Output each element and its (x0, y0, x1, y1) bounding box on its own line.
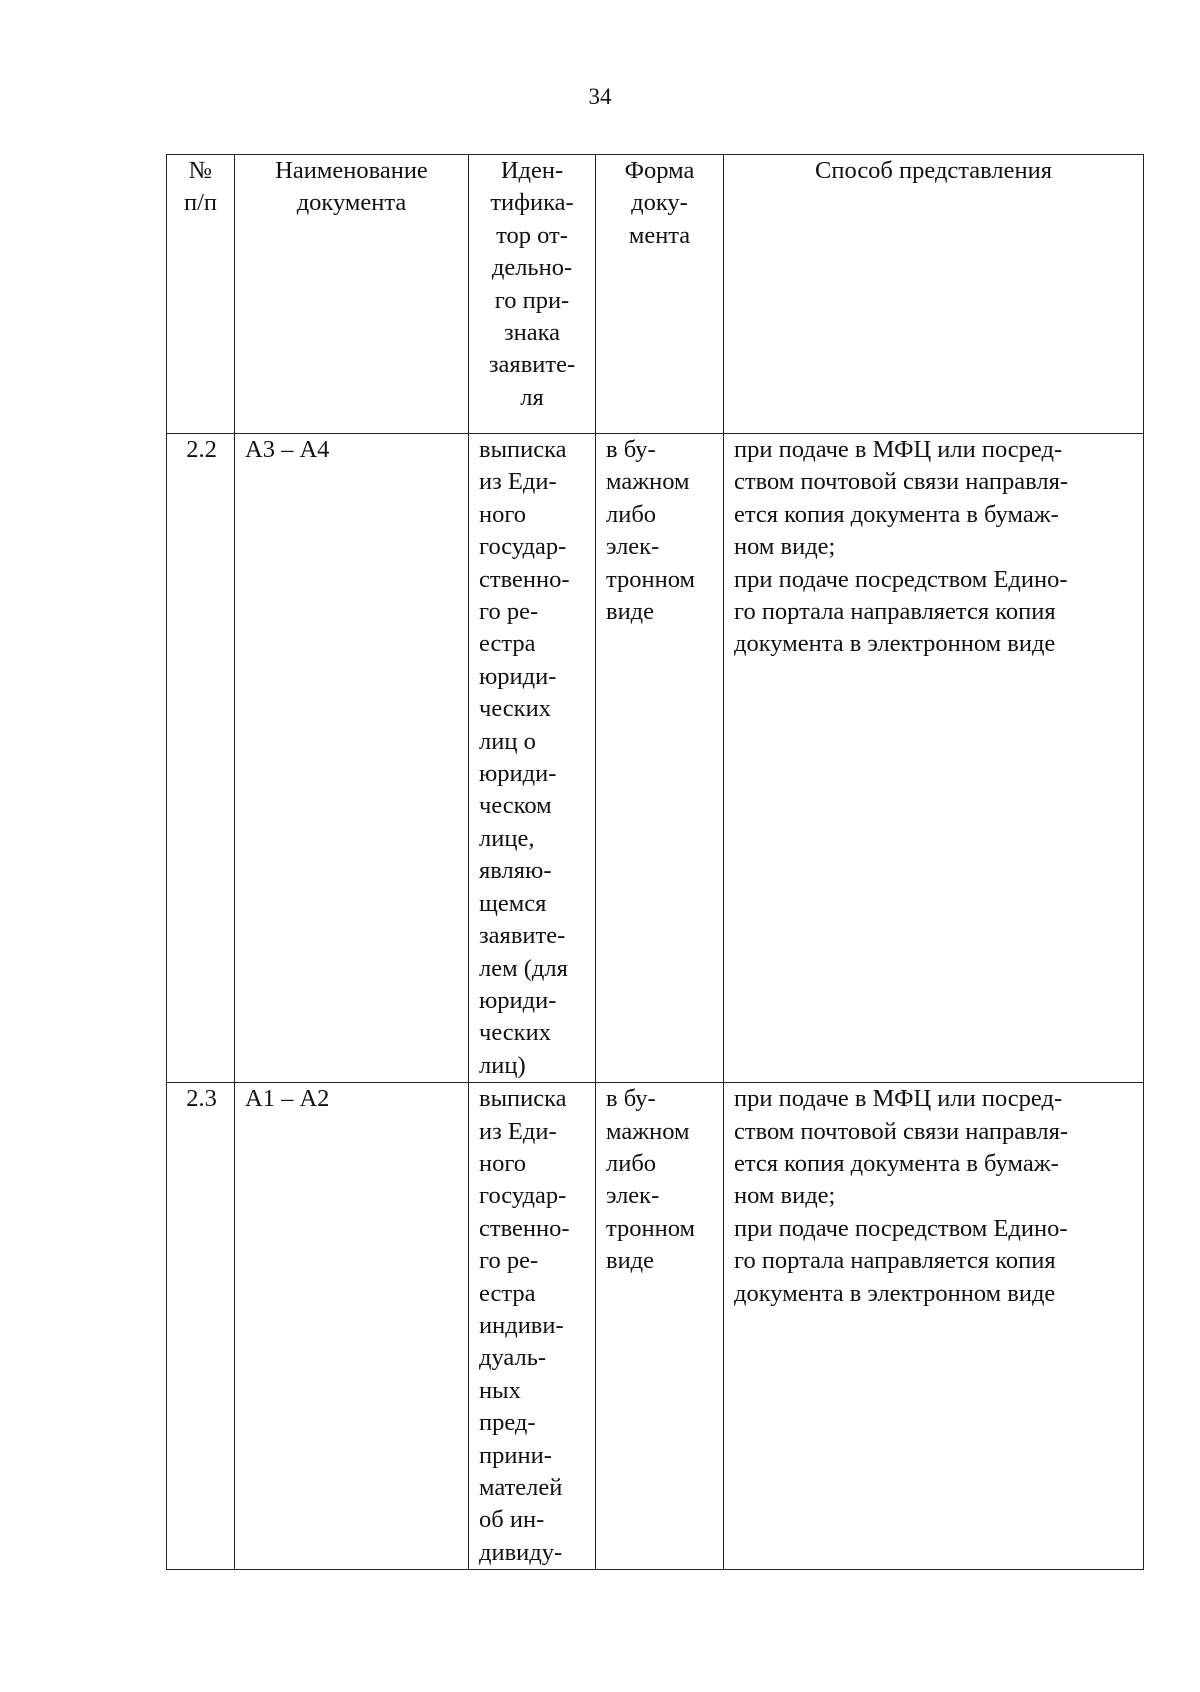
cell-submission-method: при подаче в МФЦ или посред- ством почтовой связи направля- ется копия документа в бумаж- ном виде; при подаче посредством Едино- го портала направляется копия документа в электронном виде (724, 1083, 1144, 1570)
header-submission-method: Способ представления (724, 155, 1144, 434)
header-document-form: Форма доку- мента (596, 155, 724, 434)
header-identifier: Иден- тифика- тор от- дельно- го при- знака заявите- ля (469, 155, 596, 434)
cell-submission-method: при подаче в МФЦ или посред- ством почтовой связи направля- ется копия документа в бумаж- ном виде; при подаче посредством Едино- го портала направляется копия документа в электронном виде (724, 434, 1144, 1083)
table-header-row (167, 155, 1144, 434)
page-number: 34 (588, 84, 612, 109)
cell-document-name: А3 – А4 (235, 434, 469, 1083)
header-document-name: Наименование документа (235, 155, 469, 434)
cell-document-form: в бу- мажном либо элек- тронном виде (596, 434, 724, 1083)
cell-number: 2.3 (167, 1083, 235, 1570)
cell-document-form: в бу- мажном либо элек- тронном виде (596, 1083, 724, 1570)
cell-number: 2.2 (167, 434, 235, 1083)
header-number: № п/п (167, 155, 235, 434)
documents-table (166, 154, 1144, 1570)
cell-identifier: выписка из Еди- ного государ- ственно- го ре- естра юриди- ческих лиц о юриди- ческом лице, являю- щемся заявите- лем (для юриди- ческих лиц) (469, 434, 596, 1083)
cell-identifier: выписка из Еди- ного государ- ственно- го ре- естра индиви- дуаль- ных пред- прини- мателей об ин- дивиду- (469, 1083, 596, 1570)
table-row (167, 434, 1144, 1083)
cell-document-name: А1 – А2 (235, 1083, 469, 1570)
table-row (167, 1083, 1144, 1570)
